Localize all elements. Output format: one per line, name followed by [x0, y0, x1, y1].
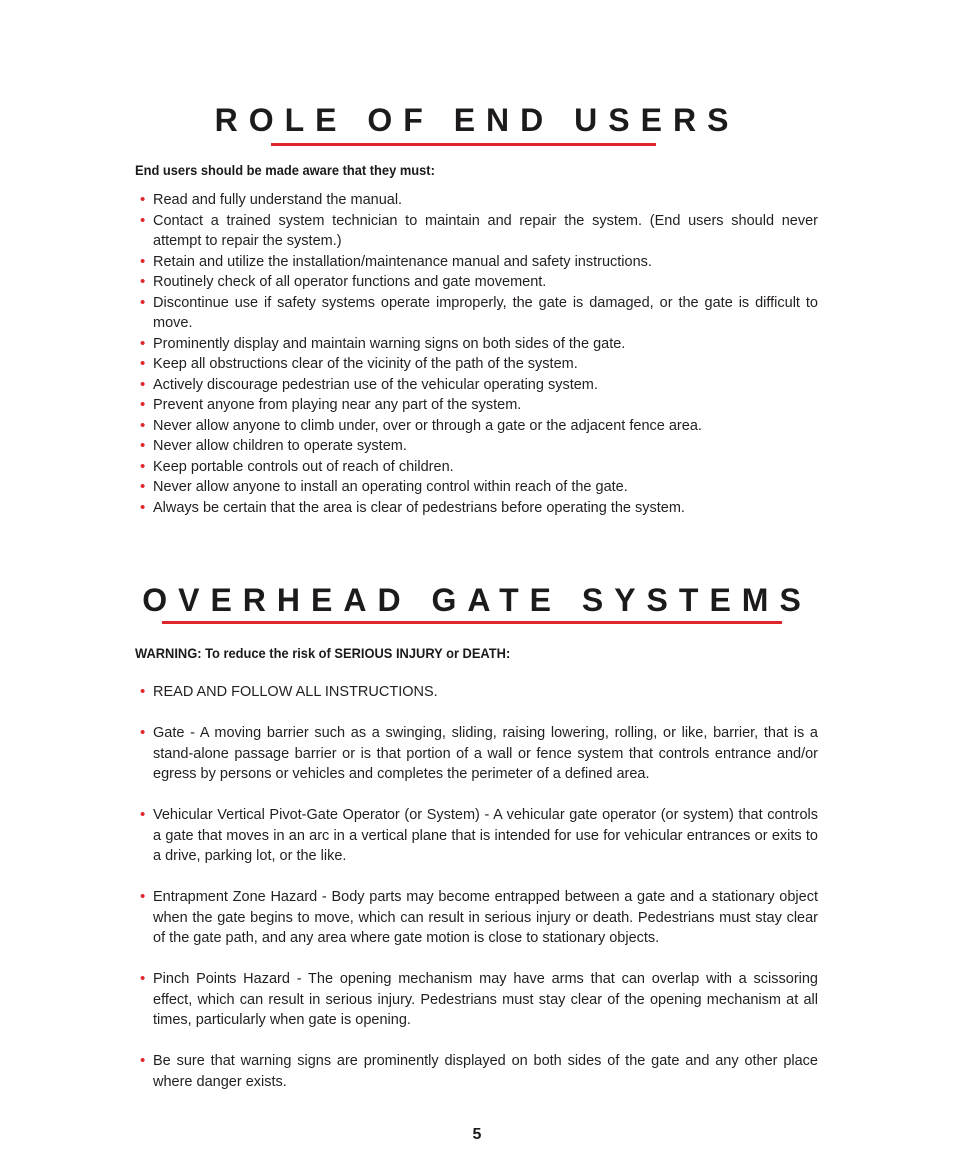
bullet-icon: •	[140, 683, 146, 700]
list-item: • Never allow anyone to climb under, over or through a gate or the adjacent fence area.	[140, 416, 818, 437]
section-title-overhead-gate-systems: OVERHEAD GATE SYSTEMS	[142, 582, 812, 618]
list-item: • READ AND FOLLOW ALL INSTRUCTIONS.	[140, 682, 818, 703]
bullet-icon: •	[140, 498, 146, 516]
bullet-icon: •	[140, 293, 146, 311]
list-item: • Prominently display and maintain warning signs on both sides of the gate.	[140, 334, 818, 355]
section-title-underline	[162, 621, 782, 624]
list-item: • Prevent anyone from playing near any part of the system.	[140, 395, 818, 416]
bullet-icon: •	[140, 724, 146, 741]
list-item: • Contact a trained system technician to maintain and repair the system. (End users should never attempt to repair the system.)	[140, 211, 818, 249]
list-item: • Read and fully understand the manual.	[140, 190, 818, 211]
bullet-icon: •	[140, 888, 146, 905]
list-item: • Never allow children to operate system.	[140, 436, 818, 457]
overhead-gate-warnings-list	[140, 682, 818, 1113]
list-item: • Routinely check of all operator functions and gate movement.	[140, 272, 818, 293]
list-item: • Always be certain that the area is clear of pedestrians before operating the system.	[140, 498, 818, 519]
section-title-role-of-end-users: ROLE OF END USERS	[214, 102, 740, 138]
list-item: • Retain and utilize the installation/maintenance manual and safety instructions.	[140, 252, 818, 273]
section-title-underline	[271, 143, 656, 146]
bullet-icon: •	[140, 252, 146, 270]
bullet-icon: •	[140, 416, 146, 434]
end-user-duties-list	[140, 190, 818, 518]
bullet-icon: •	[140, 396, 146, 413]
list-item: • Pinch Points Hazard - The opening mechanism may have arms that can overlap with a scissoring effect, which can result in serious injury. Pedestrians must stay clear of the opening mechanism at all times, particularly when gate is opening.	[140, 970, 818, 1028]
bullet-icon: •	[140, 806, 146, 823]
list-item: • Keep portable controls out of reach of children.	[140, 457, 818, 478]
bullet-icon: •	[140, 273, 146, 290]
bullet-icon: •	[140, 334, 146, 352]
bullet-icon: •	[140, 375, 146, 393]
list-item: • Gate - A moving barrier such as a swinging, sliding, raising lowering, rolling, or like, barrier, that is a stand-alone passage barrier or is that portion of a wall or fence system that controls entrance and/or egress by persons or vehicles and completes the perimeter of a defined area.	[140, 724, 818, 782]
list-item: • Be sure that warning signs are prominently displayed on both sides of the gate and any other place where danger exists.	[140, 1052, 818, 1090]
page-number: 5	[472, 1126, 482, 1143]
list-item: • Vehicular Vertical Pivot-Gate Operator (or System) - A vehicular gate operator (or system) that controls a gate that moves in an arc in a vertical plane that is intended for use for vehicular entrances or exits to a drive, parking lot, or the like.	[140, 806, 818, 864]
bullet-icon: •	[140, 191, 146, 208]
section-lead-text: End users should be made aware that they must:	[135, 162, 435, 178]
bullet-icon: •	[140, 437, 146, 454]
warning-lead-text: WARNING: To reduce the risk of SERIOUS INJURY or DEATH:	[135, 645, 511, 661]
list-item: • Discontinue use if safety systems operate improperly, the gate is damaged, or the gate is difficult to move.	[140, 293, 818, 331]
bullet-icon: •	[140, 478, 146, 495]
list-item: • Entrapment Zone Hazard - Body parts may become entrapped between a gate and a stationary object when the gate begins to move, which can result in serious injury or death. Pedestrians must stay clear of the gate path, and any area where gate motion is close to stationary objects.	[140, 888, 818, 946]
bullet-icon: •	[140, 1052, 146, 1069]
bullet-icon: •	[140, 970, 146, 987]
list-item: • Keep all obstructions clear of the vicinity of the path of the system.	[140, 354, 818, 375]
bullet-icon: •	[140, 457, 146, 475]
list-item: • Actively discourage pedestrian use of the vehicular operating system.	[140, 375, 818, 396]
bullet-icon: •	[140, 211, 146, 229]
list-item: • Never allow anyone to install an operating control within reach of the gate.	[140, 477, 818, 498]
bullet-icon: •	[140, 355, 146, 372]
